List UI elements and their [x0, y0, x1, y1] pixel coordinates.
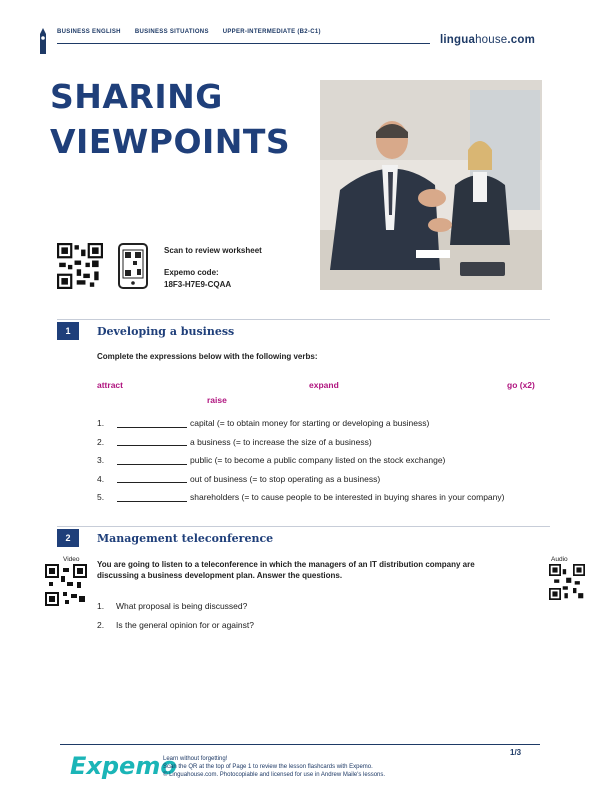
- section-1-divider: [57, 319, 550, 320]
- title-line-1: SHARING: [50, 77, 223, 116]
- tag-level: UPPER-INTERMEDIATE (B2-C1): [222, 29, 321, 35]
- scan-instruction: Scan to review worksheet: [164, 246, 262, 255]
- item-number: 3.: [97, 455, 105, 466]
- answer-blank[interactable]: [117, 456, 187, 465]
- video-label: Video: [63, 556, 80, 563]
- expemo-code-label: Expemo code:: [164, 268, 219, 277]
- audio-qr-icon[interactable]: [549, 564, 585, 600]
- audio-label: Audio: [551, 556, 568, 563]
- item-number: 1.: [97, 418, 105, 429]
- brand-logo: linguahouse.com: [440, 34, 536, 46]
- list-item: [97, 433, 547, 452]
- tag-business-english: BUSINESS ENGLISH: [57, 29, 121, 35]
- verb-expand: expand: [309, 380, 339, 390]
- expemo-logo: Expemo: [70, 752, 177, 780]
- question-list: [97, 596, 254, 634]
- list-item: [97, 470, 547, 489]
- page-number: 1/3: [510, 748, 522, 757]
- question-text: Is the general opinion for or against?: [116, 619, 254, 630]
- meeting-photo: [320, 80, 542, 290]
- verb-attract: attract: [97, 380, 123, 390]
- question-number: 2.: [97, 619, 105, 630]
- expression-list: [97, 414, 547, 507]
- footer-text: Learn without forgetting! Scan the QR at the top of Page 1 to review the lesson flashcards with Expemo. © Linguahouse.com. Photocopiable and licensed for use in Andrew Maile's lessons.: [163, 756, 386, 778]
- item-text: a business (= to increase the size of a business): [190, 436, 372, 447]
- tag-business-situations: BUSINESS SITUATIONS: [134, 29, 209, 35]
- item-number: 2.: [97, 436, 105, 447]
- item-text: public (= to become a public company listed on the stock exchange): [190, 455, 446, 466]
- list-item: [97, 488, 547, 507]
- answer-blank[interactable]: [117, 419, 187, 428]
- section-1-title: Developing a business: [97, 325, 235, 338]
- section-2-divider: [57, 526, 550, 527]
- list-item: [97, 451, 547, 470]
- section-1-number: 1: [57, 322, 79, 340]
- answer-blank[interactable]: [117, 493, 187, 502]
- footer-divider: [60, 744, 540, 745]
- video-qr-icon[interactable]: [45, 564, 87, 606]
- question-number: 1.: [97, 600, 105, 611]
- item-number: 4.: [97, 473, 105, 484]
- item-text: shareholders (= to cause people to be interested in buying shares in your company): [190, 492, 505, 503]
- item-text: capital (= to obtain money for starting or developing a business): [190, 418, 430, 429]
- expemo-code-value: 18F3-H7E9-CQAA: [164, 280, 232, 289]
- section-2-number: 2: [57, 529, 79, 547]
- title-line-2: VIEWPOINTS: [50, 122, 291, 161]
- list-item: [97, 615, 254, 634]
- answer-blank[interactable]: [117, 437, 187, 446]
- phone-scan-icon: [118, 243, 148, 289]
- answer-blank[interactable]: [117, 474, 187, 483]
- section-2-title: Management teleconference: [97, 532, 274, 545]
- verb-go: go (x2): [507, 380, 535, 390]
- question-text: What proposal is being discussed?: [116, 600, 248, 611]
- page-title: [50, 74, 290, 164]
- item-number: 5.: [97, 492, 105, 503]
- section-2-instruction: You are going to listen to a teleconference in which the managers of an IT distribution company are discussing a business development plan. Answer the questions.: [97, 560, 475, 580]
- header-divider: [57, 43, 430, 44]
- list-item: [97, 414, 547, 433]
- header-tags: [57, 29, 321, 35]
- worksheet-qr-icon[interactable]: [57, 243, 103, 289]
- big-ben-icon: [37, 28, 49, 54]
- section-1-instruction: Complete the expressions below with the following verbs:: [97, 352, 318, 361]
- list-item: [97, 596, 254, 615]
- item-text: out of business (= to stop operating as a business): [190, 473, 381, 484]
- verb-raise: raise: [207, 395, 227, 405]
